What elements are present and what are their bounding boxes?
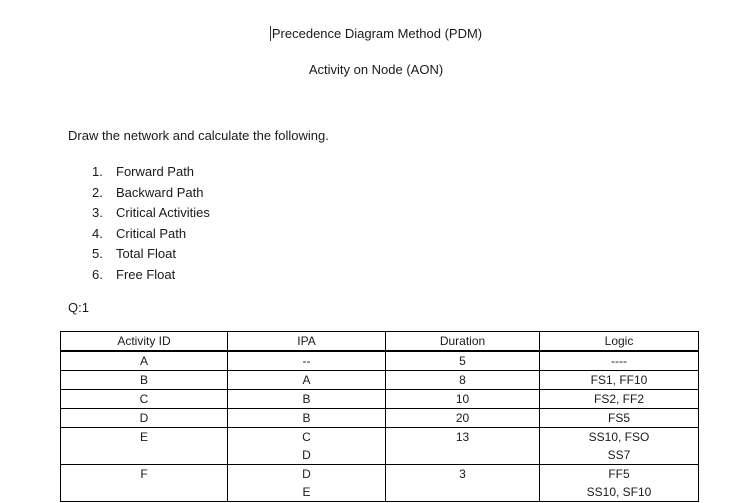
cell-logic: SS10, FSO SS7 <box>540 428 699 465</box>
task-text: Critical Activities <box>116 205 210 221</box>
task-item <box>92 203 210 224</box>
cell-ipa: A <box>228 371 386 390</box>
table-row <box>61 371 699 390</box>
cell-logic: FS2, FF2 <box>540 390 699 409</box>
table-row <box>61 351 699 371</box>
cell-duration: 10 <box>386 390 540 409</box>
task-number: 1. <box>92 164 103 179</box>
text-cursor <box>270 26 271 41</box>
task-item <box>92 244 210 265</box>
cell-ipa: D E <box>228 465 386 502</box>
cell-logic: FS1, FF10 <box>540 371 699 390</box>
cell-activity: D <box>61 409 228 428</box>
document-title <box>0 26 752 41</box>
cell-activity: C <box>61 390 228 409</box>
task-item <box>92 224 210 245</box>
table-row <box>61 409 699 428</box>
task-number: 2. <box>92 184 103 200</box>
header-ipa: IPA <box>228 332 386 352</box>
header-duration: Duration <box>386 332 540 352</box>
cell-activity: B <box>61 371 228 390</box>
cell-logic: ---- <box>540 351 699 371</box>
table-row <box>61 428 699 465</box>
cell-activity: A <box>61 351 228 371</box>
header-activity-id: Activity ID <box>61 332 228 352</box>
table-header-row <box>61 332 699 352</box>
cell-ipa: B <box>228 409 386 428</box>
cell-activity: F <box>61 465 228 502</box>
task-text: Forward Path <box>116 164 195 179</box>
cell-duration: 8 <box>386 371 540 390</box>
task-number: 6. <box>92 266 103 282</box>
document-title-text: Precedence Diagram Method (PDM) <box>271 26 483 41</box>
cell-duration: 20 <box>386 409 540 428</box>
cell-duration: 5 <box>386 351 540 371</box>
question-label: Q:1 <box>68 300 89 315</box>
task-item <box>92 183 210 204</box>
cell-ipa: C D <box>228 428 386 465</box>
cell-ipa: -- <box>228 351 386 371</box>
header-logic: Logic <box>540 332 699 352</box>
task-item <box>92 162 210 183</box>
instructions-text: Draw the network and calculate the following. <box>68 128 329 143</box>
cell-ipa: B <box>228 390 386 409</box>
task-text: Total Float <box>116 246 176 262</box>
table-row <box>61 390 699 409</box>
cell-activity: E <box>61 428 228 465</box>
cell-logic: FF5 SS10, SF10 <box>540 465 699 502</box>
task-number: 4. <box>92 225 103 241</box>
task-item <box>92 265 210 286</box>
task-text: Critical Path <box>116 225 187 241</box>
document-subtitle: Activity on Node (AON) <box>308 62 444 77</box>
activity-table <box>60 331 699 502</box>
cell-duration: 3 <box>386 465 540 502</box>
task-text: Backward Path <box>116 184 204 200</box>
task-text: Free Float <box>116 266 176 282</box>
table-row <box>61 465 699 502</box>
cell-logic: FS5 <box>540 409 699 428</box>
task-list <box>92 162 210 286</box>
task-number: 5. <box>92 246 103 262</box>
task-number: 3. <box>92 205 103 221</box>
cell-duration: 13 <box>386 428 540 465</box>
